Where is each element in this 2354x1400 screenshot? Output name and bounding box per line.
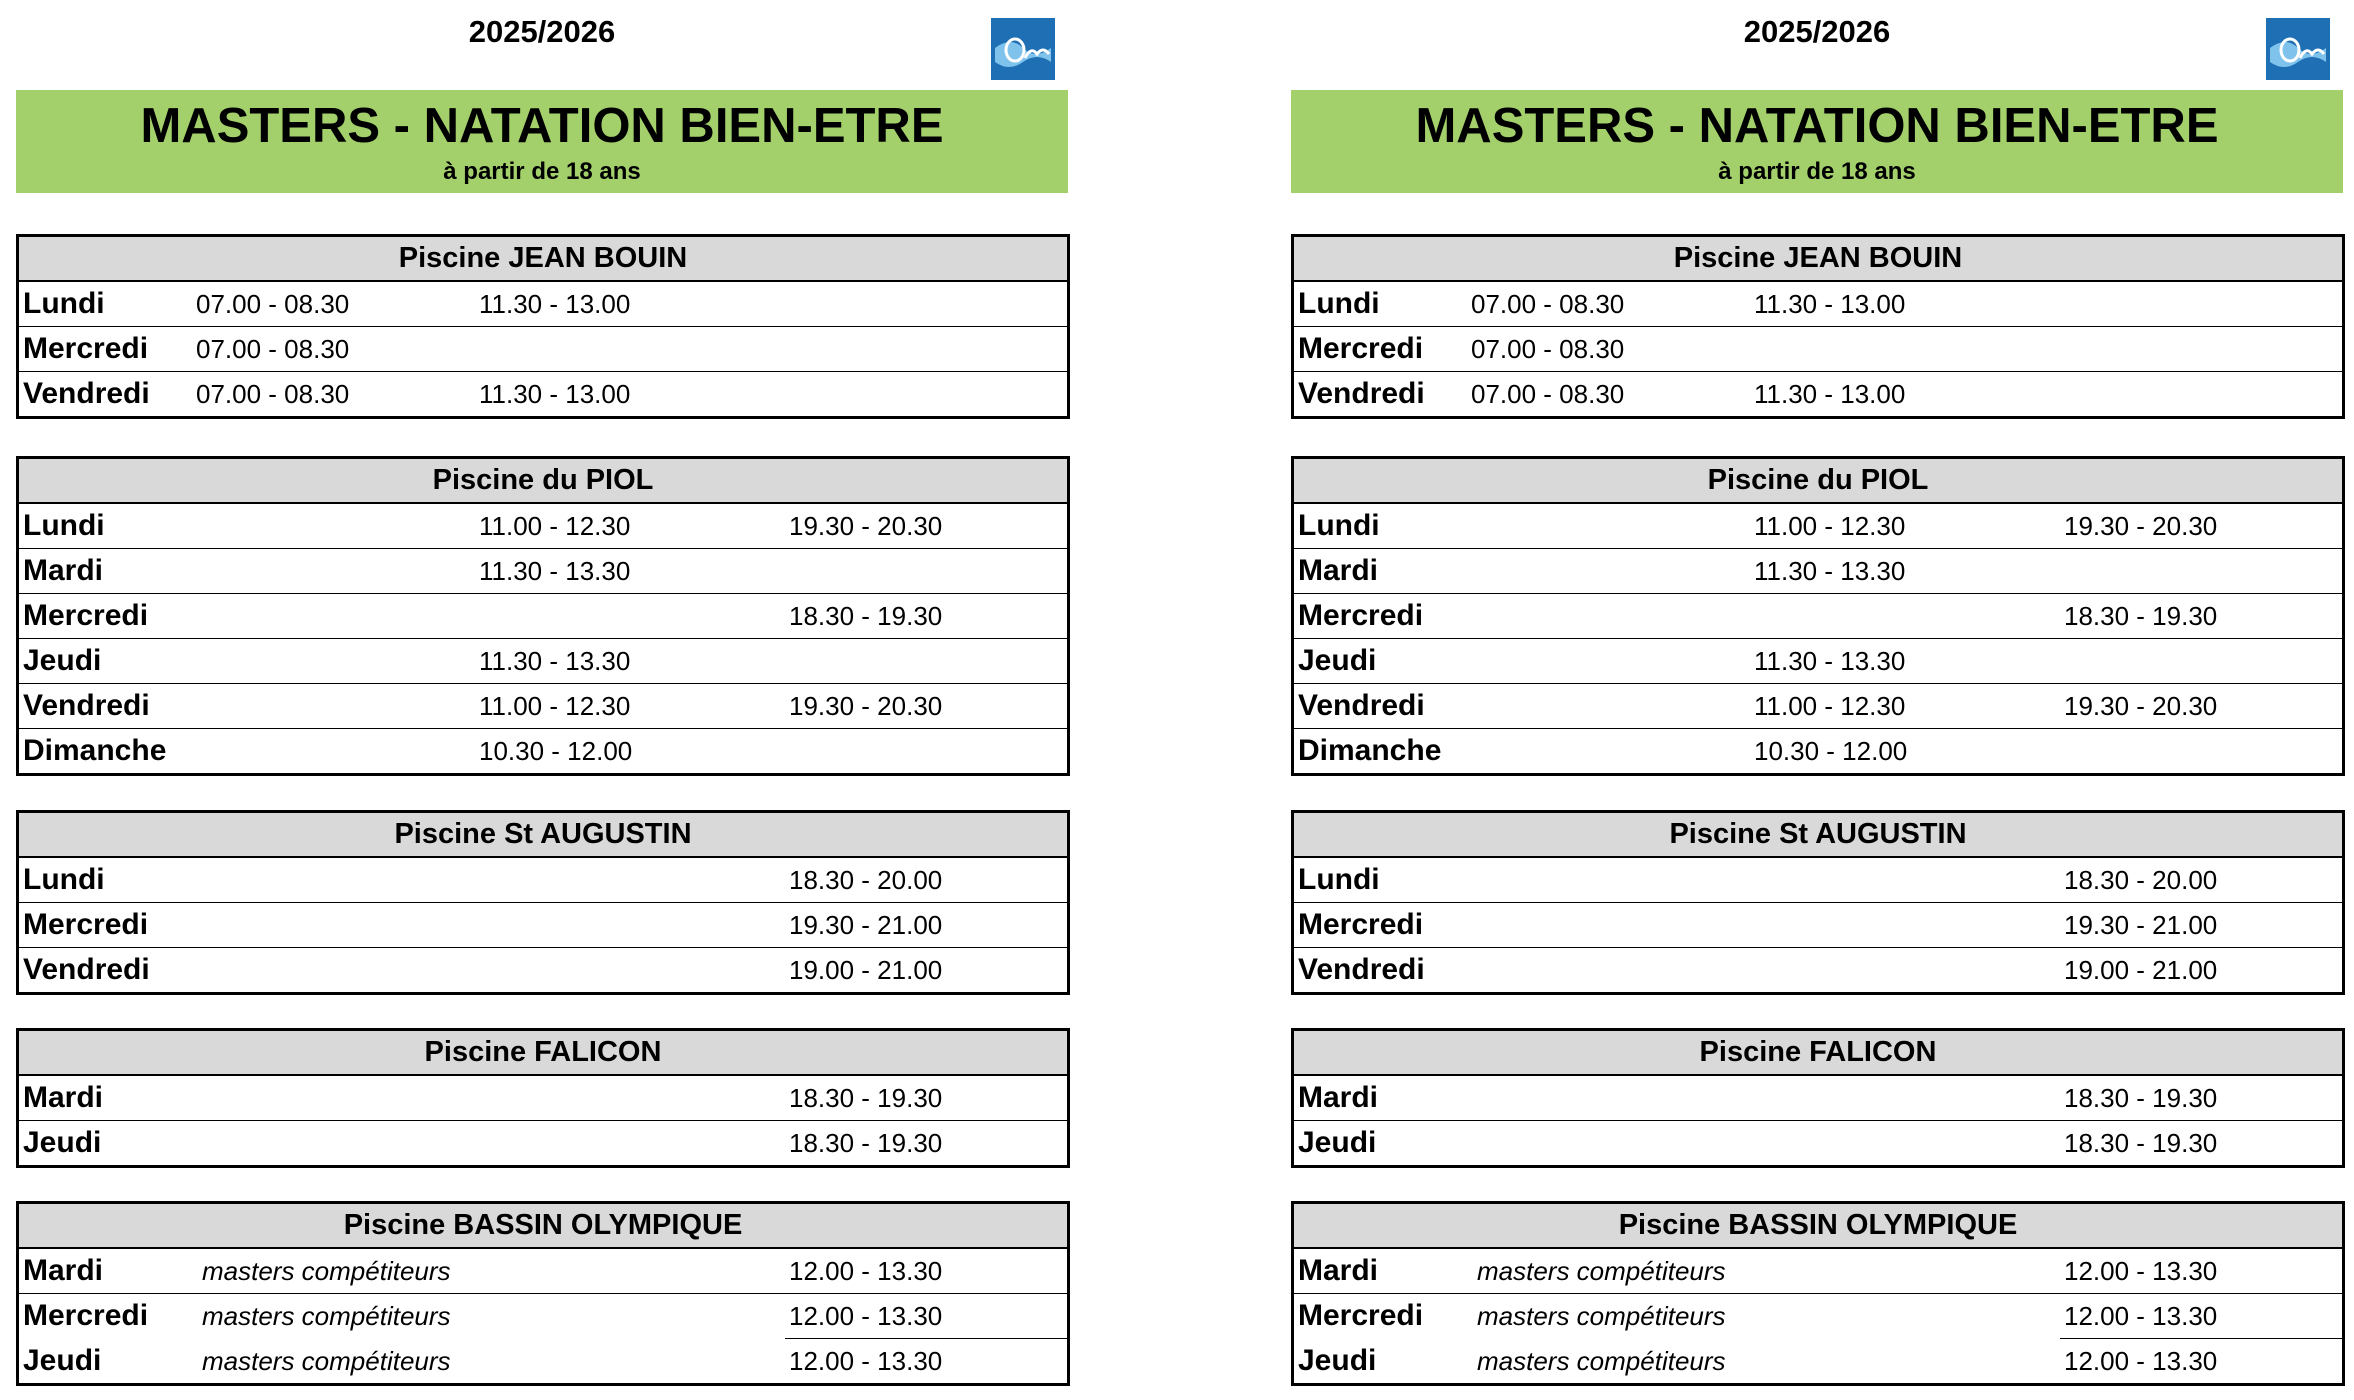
session-note: masters compétiteurs bbox=[1477, 1346, 1726, 1376]
time-slot: 11.30 - 13.00 bbox=[479, 379, 631, 409]
day-label: Vendredi bbox=[23, 953, 150, 986]
time-slot: 19.30 - 20.30 bbox=[789, 691, 943, 721]
time-slot: 18.30 - 19.30 bbox=[789, 1128, 943, 1158]
time-slot: 12.00 - 13.30 bbox=[2064, 1301, 2218, 1331]
day-label: Mardi bbox=[23, 1254, 104, 1287]
day-label: Jeudi bbox=[1298, 644, 1377, 677]
time-slot: 19.00 - 21.00 bbox=[789, 955, 943, 985]
day-label: Lundi bbox=[23, 509, 105, 542]
table-row bbox=[19, 1294, 1067, 1339]
time-slot: 18.30 - 19.30 bbox=[2064, 601, 2218, 631]
session-note: masters compétiteurs bbox=[202, 1301, 451, 1331]
title-banner bbox=[1291, 90, 2343, 193]
time-slot: 11.30 - 13.00 bbox=[1754, 379, 1906, 409]
time-slot: 11.00 - 12.30 bbox=[479, 691, 631, 721]
table-row bbox=[1294, 1294, 2342, 1339]
time-slot: 12.00 - 13.30 bbox=[789, 1346, 943, 1376]
day-label: Jeudi bbox=[23, 644, 102, 677]
day-label: Dimanche bbox=[1298, 734, 1442, 767]
day-label: Vendredi bbox=[1298, 689, 1425, 722]
time-slot: 18.30 - 20.00 bbox=[2064, 865, 2218, 895]
time-slot: 19.00 - 21.00 bbox=[2064, 955, 2218, 985]
table-row bbox=[1294, 1076, 2342, 1121]
day-label: Mardi bbox=[23, 554, 104, 587]
pool-name: Piscine St AUGUSTIN bbox=[19, 813, 1067, 858]
pool-table-piol bbox=[1291, 456, 2345, 776]
time-slot: 11.00 - 12.30 bbox=[479, 511, 631, 541]
table-row bbox=[19, 1339, 1067, 1383]
time-slot: 10.30 - 12.00 bbox=[1754, 736, 1908, 766]
time-slot: 11.30 - 13.00 bbox=[479, 289, 631, 319]
pool-name: Piscine BASSIN OLYMPIQUE bbox=[19, 1204, 1067, 1249]
table-row bbox=[1294, 729, 2342, 773]
time-slot: 11.30 - 13.00 bbox=[1754, 289, 1906, 319]
table-row bbox=[1294, 948, 2342, 992]
time-slot: 19.30 - 21.00 bbox=[2064, 910, 2218, 940]
table-row bbox=[19, 858, 1067, 903]
day-label: Lundi bbox=[23, 287, 105, 320]
table-row bbox=[19, 948, 1067, 992]
pool-name: Piscine du PIOL bbox=[19, 459, 1067, 504]
schedule-sheet-right bbox=[1291, 0, 2343, 1400]
session-note: masters compétiteurs bbox=[1477, 1301, 1726, 1331]
pool-name: Piscine JEAN BOUIN bbox=[1294, 237, 2342, 282]
day-label: Mercredi bbox=[23, 332, 149, 365]
page-title: MASTERS - NATATION BIEN-ETRE bbox=[140, 99, 944, 153]
table-row bbox=[19, 684, 1067, 729]
pool-name: Piscine du PIOL bbox=[1294, 459, 2342, 504]
table-row bbox=[1294, 282, 2342, 327]
season-year: 2025/2026 bbox=[1743, 14, 1891, 49]
table-row bbox=[19, 903, 1067, 948]
session-note: masters compétiteurs bbox=[202, 1256, 451, 1286]
pool-table-st-augustin bbox=[16, 810, 1070, 995]
olympic-nice-natation-logo-icon bbox=[991, 18, 1055, 80]
time-slot: 12.00 - 13.30 bbox=[789, 1301, 943, 1331]
time-slot: 11.30 - 13.30 bbox=[1754, 556, 1906, 586]
day-label: Mercredi bbox=[1298, 1299, 1424, 1332]
day-label: Vendredi bbox=[1298, 953, 1425, 986]
session-note: masters compétiteurs bbox=[202, 1346, 451, 1376]
day-label: Jeudi bbox=[23, 1126, 102, 1159]
pool-name: Piscine St AUGUSTIN bbox=[1294, 813, 2342, 858]
time-slot: 07.00 - 08.30 bbox=[1471, 289, 1625, 319]
schedule-sheet-left bbox=[16, 0, 1068, 1400]
day-label: Vendredi bbox=[1298, 377, 1425, 410]
table-row bbox=[19, 327, 1067, 372]
table-row bbox=[19, 729, 1067, 773]
time-slot: 18.30 - 19.30 bbox=[789, 601, 943, 631]
time-slot: 19.30 - 20.30 bbox=[2064, 511, 2218, 541]
day-label: Vendredi bbox=[23, 689, 150, 722]
title-banner bbox=[16, 90, 1068, 193]
table-row bbox=[19, 372, 1067, 416]
time-slot: 19.30 - 21.00 bbox=[789, 910, 943, 940]
pool-table-falicon bbox=[16, 1028, 1070, 1168]
pool-table-piol bbox=[16, 456, 1070, 776]
pool-table-jean-bouin bbox=[1291, 234, 2345, 419]
day-label: Dimanche bbox=[23, 734, 167, 767]
time-slot: 19.30 - 20.30 bbox=[789, 511, 943, 541]
day-label: Mardi bbox=[23, 1081, 104, 1114]
day-label: Mercredi bbox=[1298, 908, 1424, 941]
pool-table-falicon bbox=[1291, 1028, 2345, 1168]
season-year: 2025/2026 bbox=[468, 14, 616, 49]
day-label: Mardi bbox=[1298, 1081, 1379, 1114]
time-slot: 07.00 - 08.30 bbox=[1471, 334, 1625, 364]
day-label: Lundi bbox=[1298, 287, 1380, 320]
page-title: MASTERS - NATATION BIEN-ETRE bbox=[1415, 99, 2219, 153]
table-row bbox=[1294, 372, 2342, 416]
time-slot: 12.00 - 13.30 bbox=[2064, 1256, 2218, 1286]
pool-name: Piscine FALICON bbox=[19, 1031, 1067, 1076]
time-slot: 07.00 - 08.30 bbox=[196, 334, 350, 364]
time-slot: 11.30 - 13.30 bbox=[479, 646, 631, 676]
day-label: Mercredi bbox=[1298, 599, 1424, 632]
day-label: Mardi bbox=[1298, 1254, 1379, 1287]
time-slot: 11.00 - 12.30 bbox=[1754, 691, 1906, 721]
time-slot: 18.30 - 19.30 bbox=[789, 1083, 943, 1113]
day-label: Mercredi bbox=[1298, 332, 1424, 365]
day-label: Lundi bbox=[23, 863, 105, 896]
time-slot: 10.30 - 12.00 bbox=[479, 736, 633, 766]
table-row bbox=[1294, 327, 2342, 372]
day-label: Mercredi bbox=[23, 599, 149, 632]
pool-name: Piscine FALICON bbox=[1294, 1031, 2342, 1076]
table-row bbox=[19, 1076, 1067, 1121]
day-label: Jeudi bbox=[1298, 1126, 1377, 1159]
session-note: masters compétiteurs bbox=[1477, 1256, 1726, 1286]
time-slot: 11.30 - 13.30 bbox=[1754, 646, 1906, 676]
table-row bbox=[1294, 549, 2342, 594]
day-label: Mercredi bbox=[23, 908, 149, 941]
time-slot: 12.00 - 13.30 bbox=[789, 1256, 943, 1286]
time-slot: 11.00 - 12.30 bbox=[1754, 511, 1906, 541]
day-label: Lundi bbox=[1298, 863, 1380, 896]
table-row bbox=[1294, 684, 2342, 729]
table-row bbox=[19, 639, 1067, 684]
pool-table-bassin-olympique bbox=[1291, 1201, 2345, 1386]
time-slot: 12.00 - 13.30 bbox=[2064, 1346, 2218, 1376]
table-row bbox=[19, 1249, 1067, 1294]
table-row bbox=[19, 549, 1067, 594]
time-slot: 11.30 - 13.30 bbox=[479, 556, 631, 586]
day-label: Vendredi bbox=[23, 377, 150, 410]
day-label: Mercredi bbox=[23, 1299, 149, 1332]
table-row bbox=[1294, 1339, 2342, 1383]
day-label: Lundi bbox=[1298, 509, 1380, 542]
age-subtitle: à partir de 18 ans bbox=[1718, 158, 1916, 185]
time-slot: 07.00 - 08.30 bbox=[196, 379, 350, 409]
table-row bbox=[19, 282, 1067, 327]
table-row bbox=[1294, 639, 2342, 684]
day-label: Jeudi bbox=[23, 1344, 102, 1377]
table-row bbox=[19, 594, 1067, 639]
time-slot: 18.30 - 19.30 bbox=[2064, 1128, 2218, 1158]
pool-table-jean-bouin bbox=[16, 234, 1070, 419]
time-slot: 19.30 - 20.30 bbox=[2064, 691, 2218, 721]
pool-table-st-augustin bbox=[1291, 810, 2345, 995]
time-slot: 18.30 - 19.30 bbox=[2064, 1083, 2218, 1113]
pool-name: Piscine JEAN BOUIN bbox=[19, 237, 1067, 282]
table-row bbox=[1294, 1249, 2342, 1294]
day-label: Jeudi bbox=[1298, 1344, 1377, 1377]
time-slot: 07.00 - 08.30 bbox=[196, 289, 350, 319]
time-slot: 07.00 - 08.30 bbox=[1471, 379, 1625, 409]
table-row bbox=[19, 1121, 1067, 1165]
table-row bbox=[19, 504, 1067, 549]
olympic-nice-natation-logo-icon bbox=[2266, 18, 2330, 80]
pool-name: Piscine BASSIN OLYMPIQUE bbox=[1294, 1204, 2342, 1249]
table-row bbox=[1294, 903, 2342, 948]
day-label: Mardi bbox=[1298, 554, 1379, 587]
time-slot: 18.30 - 20.00 bbox=[789, 865, 943, 895]
table-row bbox=[1294, 858, 2342, 903]
table-row bbox=[1294, 1121, 2342, 1165]
age-subtitle: à partir de 18 ans bbox=[443, 158, 641, 185]
table-row bbox=[1294, 504, 2342, 549]
pool-table-bassin-olympique bbox=[16, 1201, 1070, 1386]
table-row bbox=[1294, 594, 2342, 639]
